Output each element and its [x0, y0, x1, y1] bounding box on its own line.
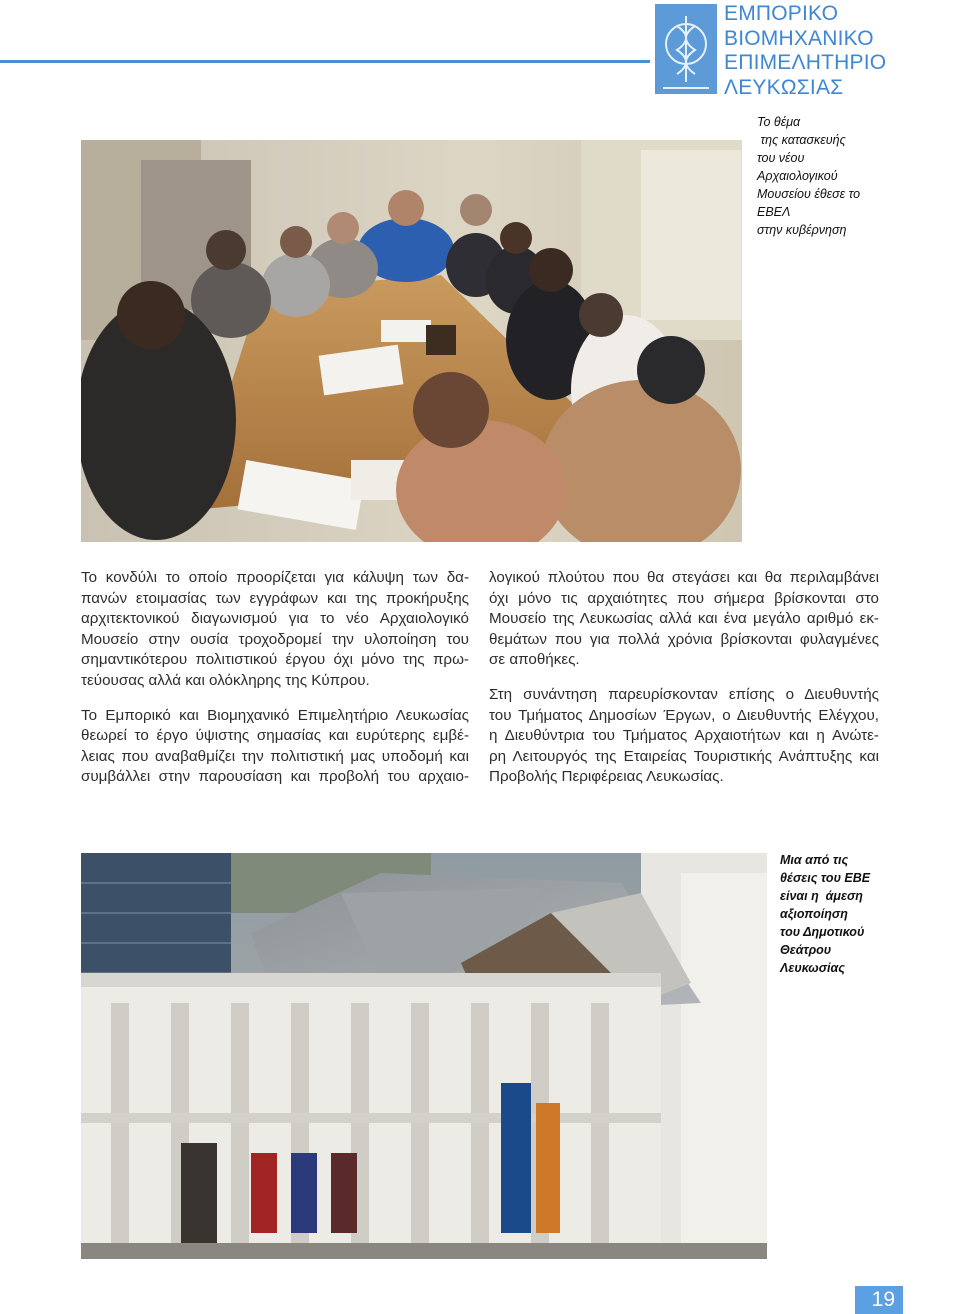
caption-line: Μουσείου έθεσε το: [757, 187, 861, 201]
text-line: σημαντικότερου πολιτιστικού έργου όχι μόνο της πρω-: [81, 651, 469, 669]
text-line: θεμάτων που για πολλά χρόνια βρίσκονται φυλαγμένες: [489, 630, 879, 648]
text-line: η Διευθύντρια του Τμήματος Αρχαιοτήτων και η Ανώτε-: [489, 727, 879, 745]
caption-line: Θεάτρου: [780, 943, 832, 957]
caption-line: του Δημοτικού: [780, 925, 865, 939]
text-line: Το κονδύλι το οποίο προορίζεται για κάλυψη των δα-: [81, 569, 469, 586]
text-line: Προβολής Περιφέρειας Λευκωσίας.: [489, 768, 724, 786]
chamber-name-line: ΒΙΟΜΗΧΑΝΙΚΟ: [724, 26, 874, 50]
text-line: λογικού πλούτου που θα στεγάσει και θα περιλαμβάνει: [489, 569, 879, 586]
article-left-column: [81, 568, 469, 802]
text-line: πανών ετοιμασίας των εγγράφων και της προκήρυξης: [81, 589, 469, 607]
text-line: Το Εμπορικό και Βιομηχανικό Επιμελητήριο Λευκωσίας: [81, 706, 469, 724]
text-line: όχι μόνο τις αρχαιότητες που σήμερα βρίσκονται στο: [489, 589, 879, 607]
chamber-name-line: ΕΜΠΟΡΙΚΟ: [724, 2, 839, 25]
caption-line: της κατασκευής: [757, 133, 846, 147]
article-right-column: [489, 568, 879, 802]
text-line: ρη Λειτουργός της Εταιρείας Τουριστικής Ανάπτυξης και: [489, 747, 879, 765]
text-line: θεωρεί το έργο ύψιστης σημασίας και ευρύτερης εμβέ-: [81, 727, 469, 745]
article-paragraph: [489, 685, 879, 788]
theatre-photo: [81, 853, 767, 1259]
text-line: τεύουσας αλλά και ολόκληρης της Κύπρου.: [81, 671, 370, 689]
caption-line: του νέου: [757, 151, 805, 165]
page-number: 19: [871, 1288, 895, 1311]
text-line: σε αποθήκες.: [489, 651, 580, 669]
article-paragraph: [489, 568, 879, 671]
text-line: συμβάλλει στην παρουσίαση και προβολή του αρχαιο-: [81, 768, 469, 786]
article-paragraph: [81, 706, 469, 788]
caption-line: στην κυβέρνηση: [757, 223, 847, 237]
meeting-photo: [81, 140, 742, 542]
caption-line: θέσεις του ΕΒΕ: [780, 871, 871, 885]
text-line: λειας που αναβαθμίζει την πολιτιστική μας υποδομή και: [81, 747, 469, 765]
caption-line: Λευκωσίας: [780, 961, 845, 975]
text-line: Στη συνάντηση παρευρίσκονταν επίσης ο Διευθυντής: [489, 685, 879, 703]
text-line: αρχιτεκτονικού διαγωνισμού για το νέο Αρχαιολογικό: [81, 610, 469, 628]
text-line: του Τμήματος Δημοσίων Έργων, ο Διευθυντής Ελέγχου,: [489, 706, 879, 724]
caption-line: Μια από τις: [780, 853, 849, 867]
caption-line: αξιοποίηση: [780, 907, 848, 921]
chamber-name-line: ΕΠΙΜΕΛΗΤΗΡΙΟ: [724, 51, 887, 74]
text-line: Μουσείο της Λευκωσίας αλλά και ένα μεγάλο αριθμό εκ-: [489, 610, 879, 628]
page-number-badge: [855, 1286, 903, 1314]
chamber-name-line: ΛΕΥΚΩΣΙΑΣ: [724, 75, 844, 99]
photo-caption-meeting: [757, 113, 957, 239]
caption-line: Αρχαιολογικού: [757, 169, 838, 183]
article-paragraph: [81, 568, 469, 692]
chamber-emblem-icon: [655, 4, 717, 94]
caption-line: ΕΒΕΛ: [757, 205, 791, 219]
text-line: Μουσείο στην ουσία τροχοδρομεί την υλοποίηση του: [81, 630, 469, 648]
caption-line: Το θέμα: [757, 115, 801, 129]
chamber-name: [724, 2, 960, 100]
caption-line: είναι η άμεση: [780, 889, 863, 903]
header-rule: [0, 60, 650, 63]
photo-caption-theatre: [780, 851, 958, 977]
